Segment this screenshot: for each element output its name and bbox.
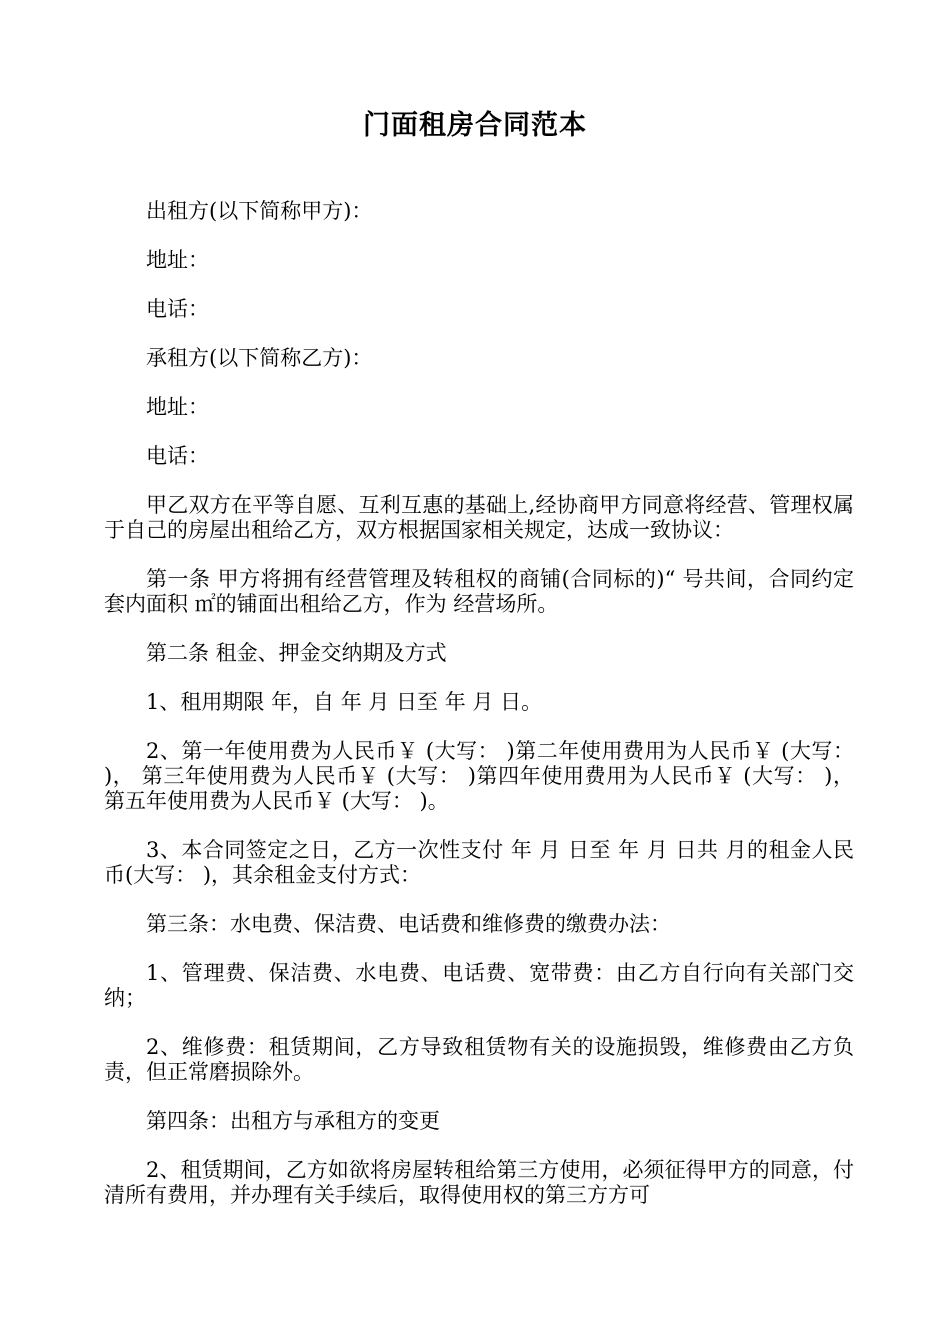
article-2-heading: 第二条 租金、押金交纳期及方式 — [146, 641, 447, 665]
lessor-line: 出租方(以下简称甲方)： — [146, 199, 373, 223]
article-1: 第一条 甲方将拥有经营管理及转租权的商铺(合同标的)“ 号共间，合同约定套内面积 ㎡的铺面出租给乙方，作为 经营场所。 — [104, 567, 854, 616]
article-3-clause-2: 2、维修费：租赁期间，乙方导致租赁物有关的设施损毁，维修费由乙方负责，但正常磨损除外。 — [104, 1035, 854, 1084]
lessee-address-line: 地址： — [146, 395, 209, 419]
article-4-heading: 第四条：出租方与承租方的变更 — [146, 1109, 440, 1133]
article-2-clause-3: 3、本合同签定之日，乙方一次性支付 年 月 日至 年 月 日共 月的租金人民币(大写： )，其余租金支付方式： — [104, 838, 854, 887]
agreement-preamble: 甲乙双方在平等自愿、互利互惠的基础上,经协商甲方同意将经营、管理权属于自己的房屋出租给乙方，双方根据国家相关规定，达成一致协议： — [104, 493, 854, 542]
article-4-clause-2: 2、租赁期间，乙方如欲将房屋转租给第三方使用，必须征得甲方的同意，付清所有费用，并办理有关手续后，取得使用权的第三方方可 — [104, 1158, 854, 1207]
document-body — [104, 199, 854, 1232]
lessor-phone-line: 电话： — [146, 297, 209, 321]
lessee-line: 承租方(以下简称乙方)： — [146, 346, 373, 370]
document-title: 门面租房合同范本 — [363, 110, 587, 141]
article-3-heading: 第三条：水电费、保洁费、电话费和维修费的缴费办法： — [146, 912, 671, 936]
lessor-address-line: 地址： — [146, 248, 209, 272]
lessee-phone-line: 电话： — [146, 444, 209, 468]
article-2-clause-1: 1、租用期限 年，自 年 月 日至 年 月 日。 — [146, 690, 543, 714]
article-3-clause-1: 1、管理费、保洁费、水电费、电话费、宽带费：由乙方自行向有关部门交纳； — [104, 961, 854, 1010]
article-2-clause-2: 2、第一年使用费为人民币￥ (大写： )第二年使用费用为人民币￥ (大写： )， 第三年使用费为人民币￥ (大写： )第四年使用费用为人民币￥ (大写： )， 第五年使用费为人民币￥ (大写： )。 — [104, 739, 854, 813]
